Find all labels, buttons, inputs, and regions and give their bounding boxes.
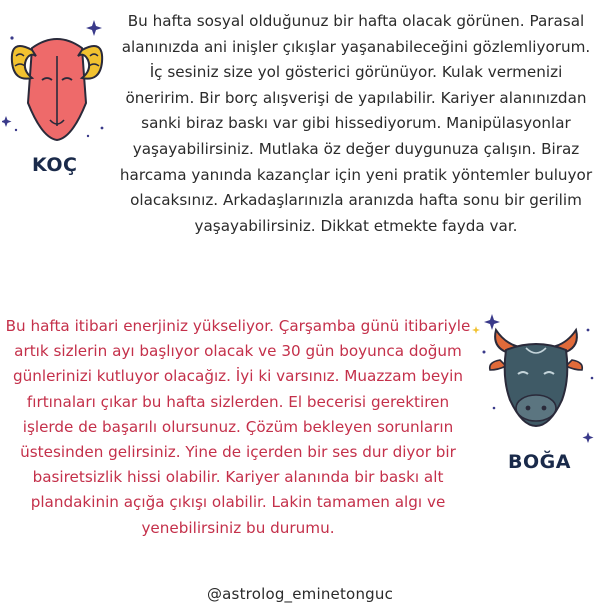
taurus-horoscope-text: Bu hafta itibari enerjiniz yükseliyor. Çarşamba günü itibariyle artık sizlerin ayı başlıyor olacak ve 30 gün boyunca doğum günlerinizi kutluyor olacağız. İyi ki varsınız. Muazzam beyin fırtınaları çıkar bu hafta sizlerden. El becerisi gerektiren işlerde de başarılı olursunuz. Çözüm bekleyen sorunların üstesinden gelirsiniz. Yine de içerden bir ses dur diyor bir basiretsizlik hissi olabilir. Kariyer alanında bir baskı alt plandakinin açığa çıkışı olabilir. Lakin tamamen algı ve yenebilirsiniz bu durumu. <box>5 317 471 537</box>
bull-icon <box>470 308 598 448</box>
sign-name-aries: KOÇ <box>32 154 78 176</box>
author-handle: @astrolog_eminetonguc <box>206 585 394 603</box>
sign-name-taurus: BOĞA <box>508 451 571 473</box>
aries-section <box>0 0 600 296</box>
aries-horoscope-text: Bu hafta sosyal olduğunuz bir hafta olacak görünen. Parasal alanınızda ani inişler çıkışlar yaşanabileceğini gözlemliyorum. İç sesiniz size yol gösterici görünüyor. Kulak vermenizi öneririm. Bir borç alışverişi de yapılabilir. Kariyer alanınızdan sanki biraz baskı var gibi hissediyorum. Manipülasyonlar yaşayabilirsiniz. Mutlaka öz değer duygunuza çalışın. Biraz harcama yanında kazançlar için yeni pratik yöntemler buluyor olacaksınız. Arkadaşlarınızla aranızda hafta sonu bir gerilim yaşayabilirsiniz. Dikkat etmekte fayda var. <box>119 12 593 235</box>
ram-icon <box>2 8 112 148</box>
taurus-section <box>0 300 600 590</box>
